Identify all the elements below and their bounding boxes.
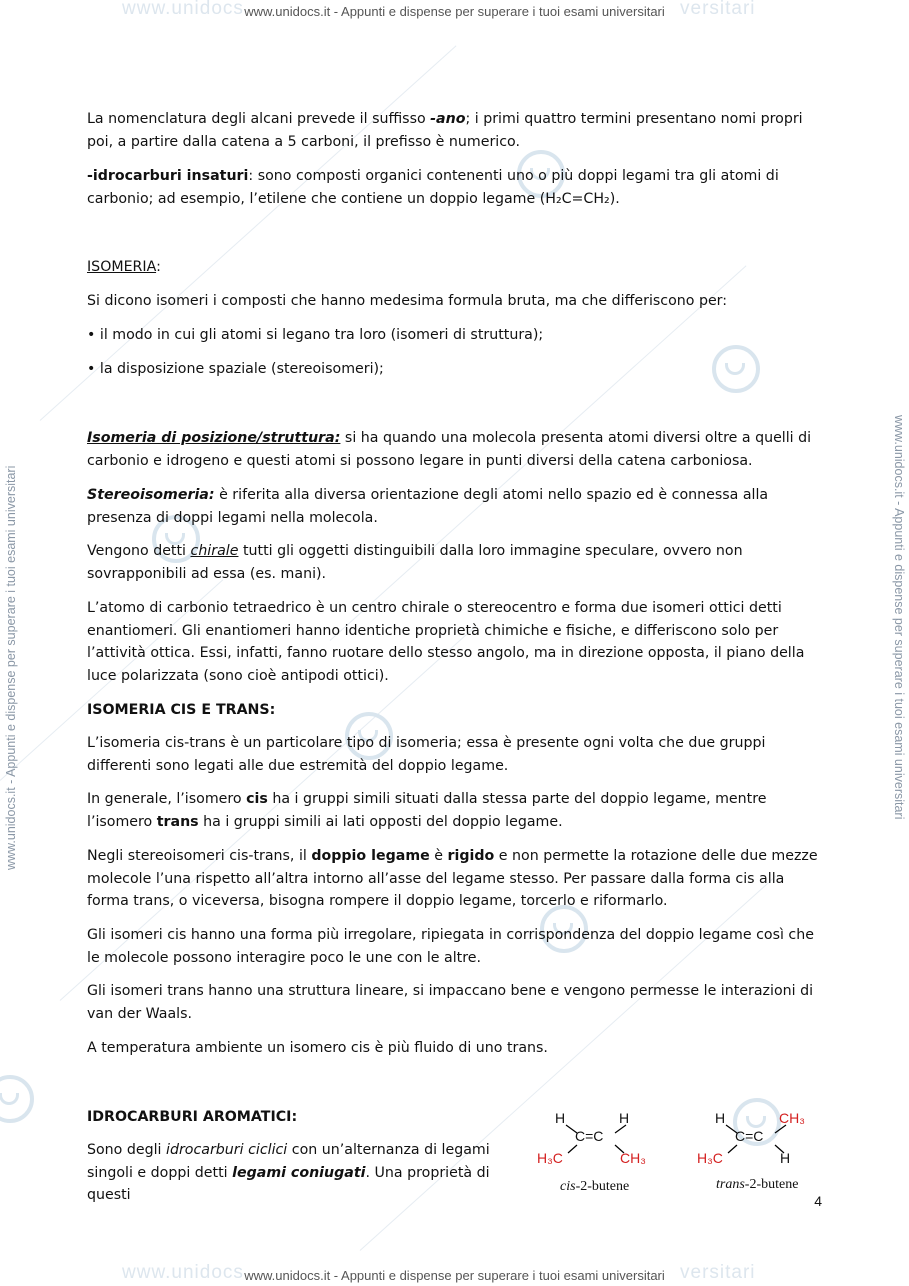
paragraph-nomenclatura: La nomenclatura degli alcani prevede il suffisso -ano; i primi quattro termini presentano nomi propri poi, a partire dalla catena a 5 carboni, il prefisso è numerico.	[87, 111, 803, 150]
paragraph-trans-struttura: Gli isomeri trans hanno una struttura lineare, si impaccano bene e vengono permesse le interazioni di van der Waals.	[87, 983, 814, 1022]
cis-ch3-right: CH₃	[620, 1150, 646, 1166]
header-watermark	[0, 0, 909, 19]
paragraph-aromatici: Sono degli idrocarburi ciclici con un’alternanza di legami singoli e doppi detti legami coniugati. Una proprietà di questi	[87, 1142, 490, 1203]
trans-caption: trans-2-butene	[716, 1177, 799, 1192]
cis-h-right: H	[619, 1110, 630, 1126]
paragraph-posizione: Isomeria di posizione/struttura: si ha quando una molecola presenta atomi diversi oltre a quelli di carbonio e idrogeno e questi atomi si possono legare in punti diversi della catena carboniosa.	[87, 430, 812, 469]
cis-caption: cis-2-butene	[560, 1179, 630, 1194]
right-side-watermark: www.unidocs.it - Appunti e dispense per superare i tuoi esami universitari	[892, 415, 906, 820]
paragraph-generale: In generale, l’isomero cis ha i gruppi simili situati dalla stessa parte del doppio legame, mentre l’isomero trans ha i gruppi simili ai lati opposti del doppio legame.	[87, 791, 767, 830]
header-text: www.unidocs.it - Appunti e dispense per superare i tuoi esami universitari	[244, 4, 665, 19]
trans-ch3-bottom: H₃C	[697, 1150, 723, 1166]
trans-h-bottom: H	[780, 1150, 791, 1166]
footer-ghost-left: www.unidocs	[122, 1262, 244, 1283]
paragraph-chirale: Vengono detti chirale tutti gli oggetti distinguibili dalla loro immagine speculare, ovvero non sovrapponibili ad essa (es. mani).	[87, 543, 743, 582]
footer-ghost-right: versitari	[680, 1262, 756, 1283]
paragraph-temperatura: A temperatura ambiente un isomero cis è più fluido di uno trans.	[87, 1040, 548, 1056]
bullet-stereo: • la disposizione spaziale (stereoisomeri);	[87, 361, 384, 377]
cis-h-left: H	[555, 1110, 566, 1126]
heading-aromatici: IDROCARBURI AROMATICI:	[87, 1109, 298, 1125]
header-ghost-left: www.unidocs	[122, 0, 244, 19]
heading-cis-trans: ISOMERIA CIS E TRANS:	[87, 702, 276, 718]
trans-ch3-top: CH₃	[779, 1110, 805, 1126]
paragraph-tetraedrico: L’atomo di carbonio tetraedrico è un centro chirale o stereocentro e forma due isomeri ottici detti enantiomeri. Gli enantiomeri hanno identiche proprietà chimiche e fisiche, e differiscono solo per l’attività ottica. Essi, infatti, fanno ruotare dello stesso angolo, ma in direzione opposta, il piano della luce polarizzata (sono cioè antipodi ottici).	[87, 600, 805, 684]
trans-h-top: H	[715, 1110, 726, 1126]
paragraph-cis-forma: Gli isomeri cis hanno una forma più irregolare, ripiegata in corrispondenza del doppio legame così che le molecole possono interagire poco le une con le altre.	[87, 927, 814, 966]
footer-text: www.unidocs.it - Appunti e dispense per superare i tuoi esami universitari	[244, 1268, 665, 1283]
paragraph-cis-trans: L’isomeria cis-trans è un particolare tipo di isomeria; essa è presente ogni volta che due gruppi differenti sono legati alle due estremità del doppio legame.	[87, 735, 766, 774]
footer-watermark	[0, 1262, 909, 1283]
cis-double-bond: C=C	[575, 1128, 604, 1144]
paragraph-rigido: Negli stereoisomeri cis-trans, il doppio legame è rigido e non permette la rotazione delle due mezze molecole l’una rispetto all’altra intorno all’asse del legame stesso. Per passare dalla forma cis alla forma trans, o viceversa, bisogna rompere il doppio legame, torcerlo e riformarlo.	[87, 848, 818, 909]
watermark-logo-icon	[0, 1075, 34, 1123]
header-ghost-right: versitari	[680, 0, 756, 19]
heading-isomeria: ISOMERIA:	[87, 259, 161, 275]
bullet-struttura: • il modo in cui gli atomi si legano tra loro (isomeri di struttura);	[87, 327, 544, 343]
cis-ch3-left: H₃C	[537, 1150, 563, 1166]
paragraph-isomeri: Si dicono isomeri i composti che hanno medesima formula bruta, ma che differiscono per:	[87, 293, 728, 309]
paragraph-insaturi: -idrocarburi insaturi: sono composti organici contenenti uno o più doppi legami tra gli atomi di carbonio; ad esempio, l’etilene che contiene un doppio legame (H₂C=CH₂).	[87, 168, 779, 207]
paragraph-stereoisomeria: Stereoisomeria: è riferita alla diversa orientazione degli atomi nello spazio ed è connessa alla presenza di doppi legami nella molecola.	[87, 487, 769, 526]
left-side-watermark: www.unidocs.it - Appunti e dispense per superare i tuoi esami universitari	[4, 465, 18, 870]
page-number: 4	[814, 1193, 822, 1209]
trans-double-bond: C=C	[735, 1128, 764, 1144]
